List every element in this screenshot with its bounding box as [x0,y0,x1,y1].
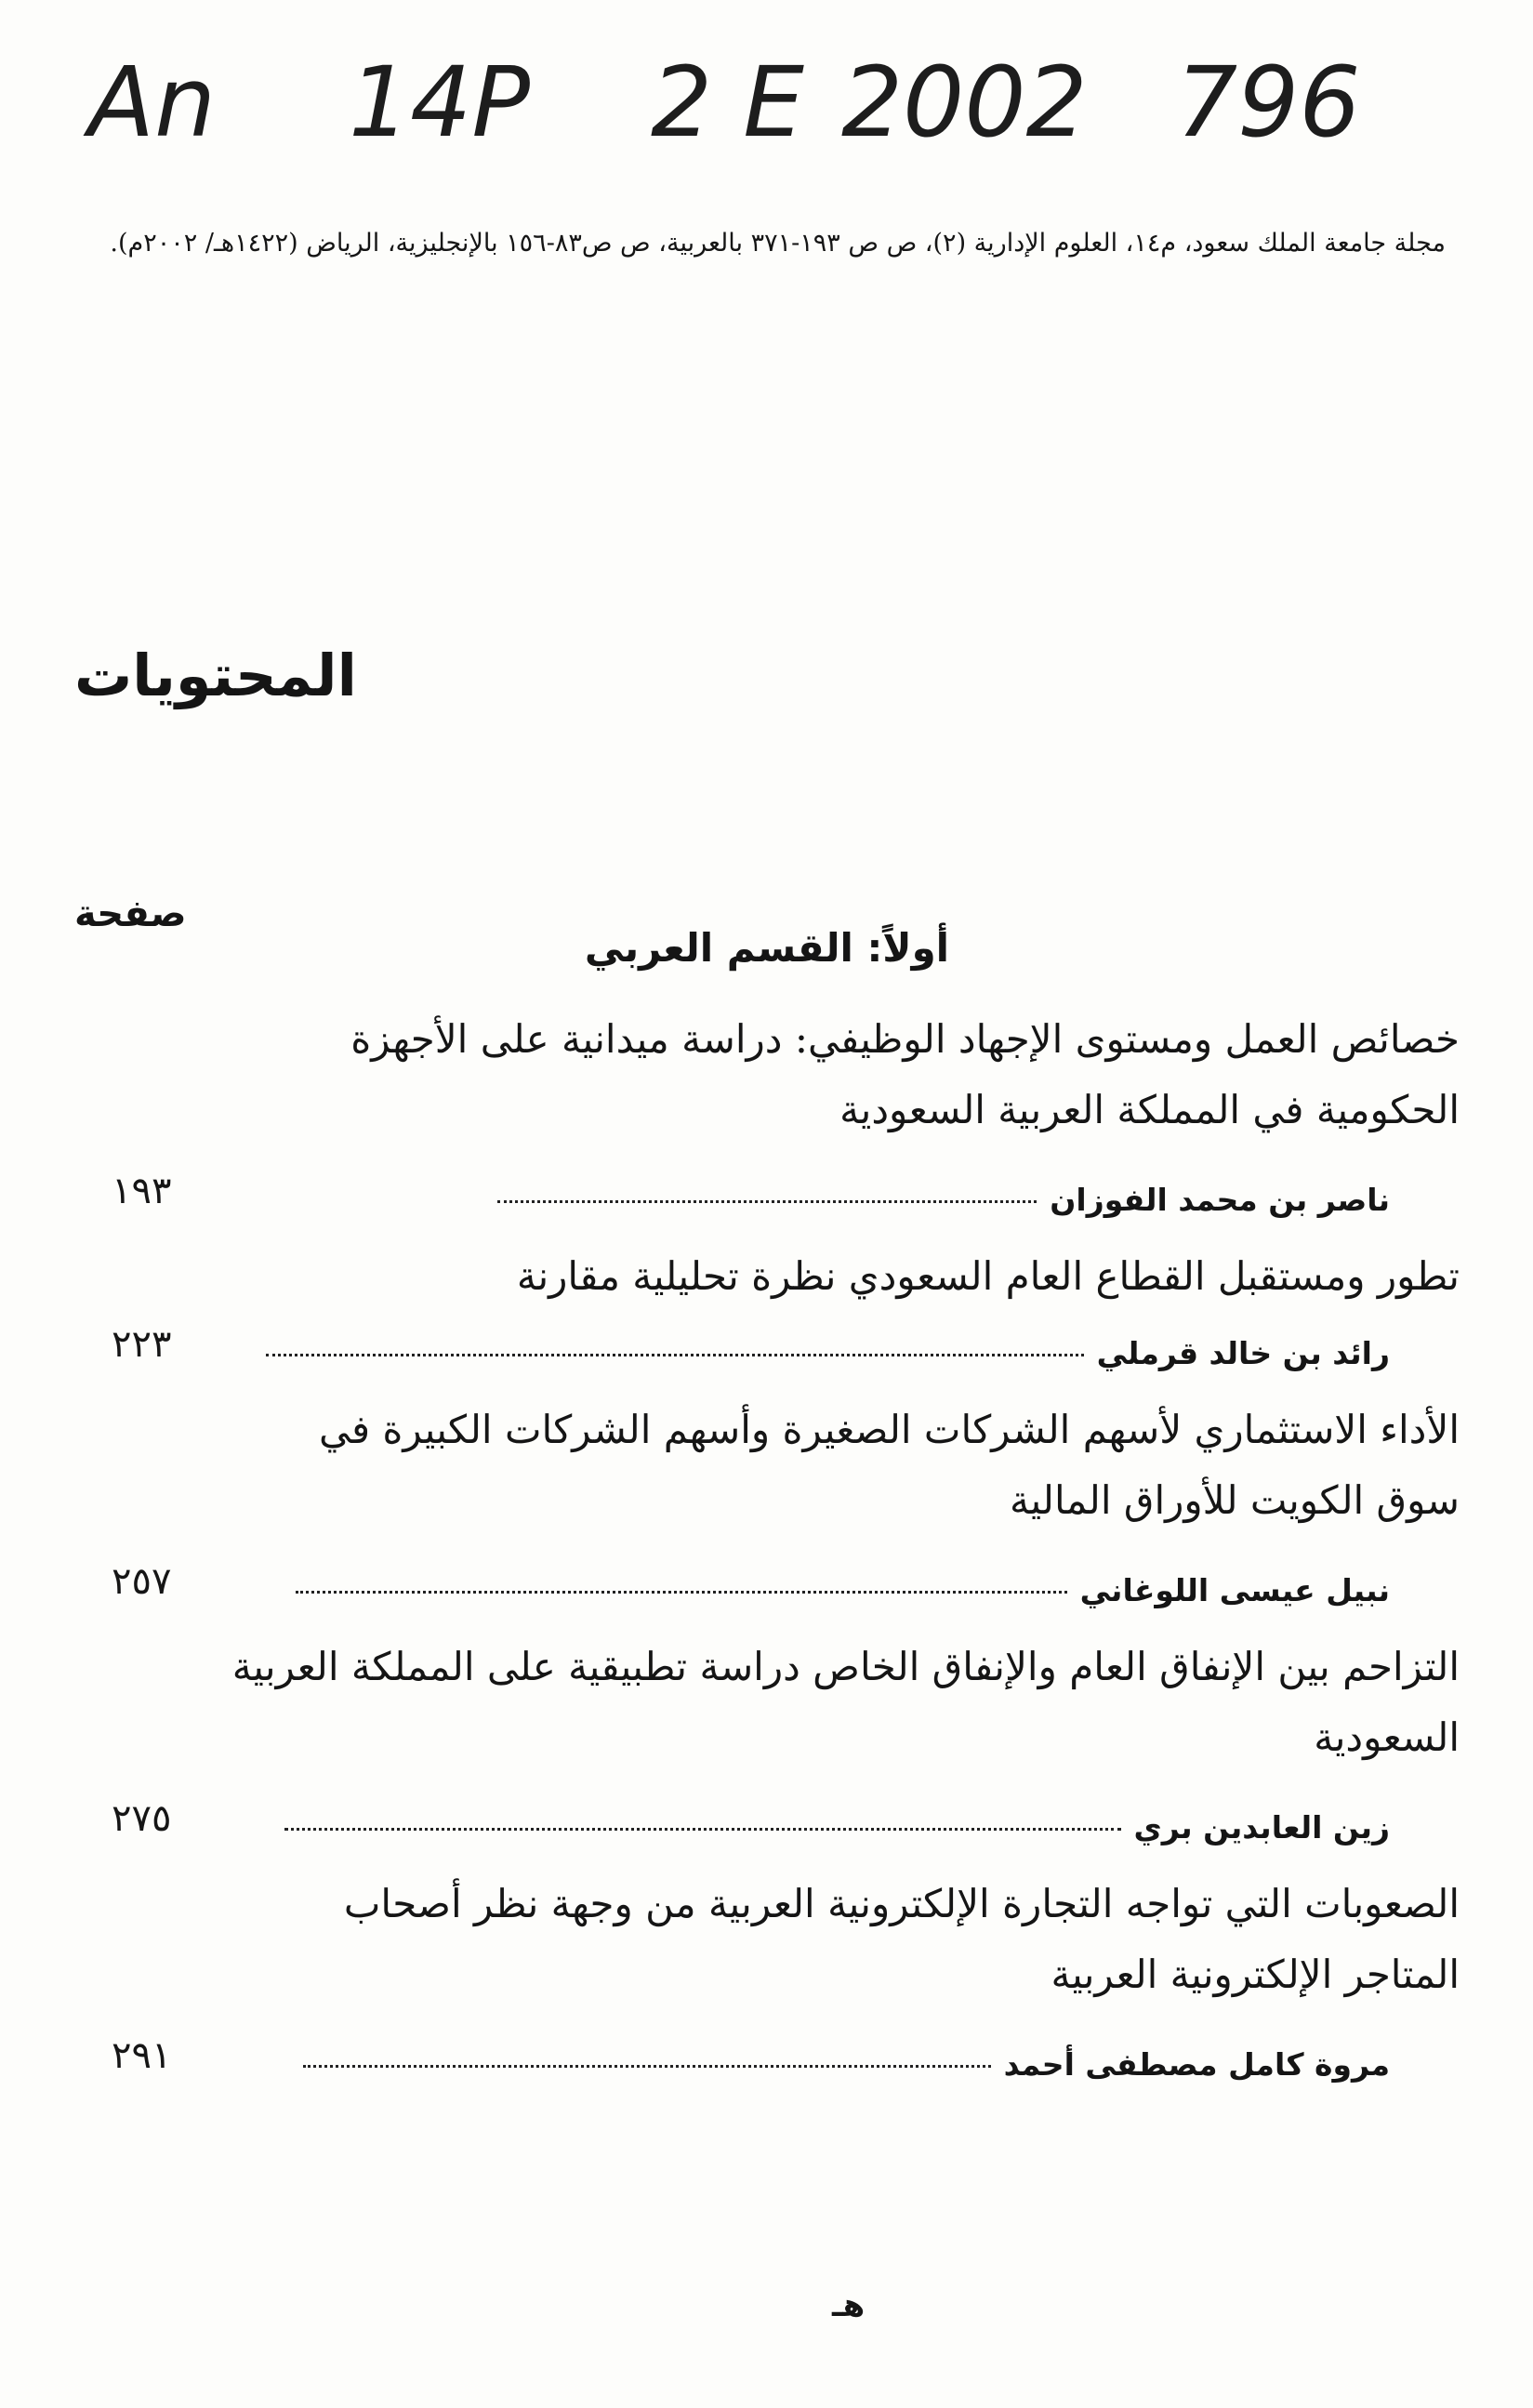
handwritten-code-part: 796 [1176,46,1361,159]
article-title-line: خصائص العمل ومستوى الإجهاد الوظيفي: دراسة ميدانية على الأجهزة [350,1016,1460,1062]
article-title-line: سوق الكويت للأوراق المالية [1009,1477,1460,1523]
toc-entry-row [112,1790,1390,1846]
dot-leader [303,2065,991,2068]
author-name: مروة كامل مصطفى أحمد [1003,2046,1390,2083]
author-name: رائد بن خالد قرملي [1096,1335,1390,1371]
article-title [214,1869,1460,2010]
article-title [214,1004,1460,1145]
handwritten-code-part: 2 E [651,46,804,159]
section-heading: أولاً: القسم العربي [584,925,950,971]
page-title: المحتويات [74,642,357,709]
author-name: زين العابدين بري [1133,1809,1390,1846]
article-title-line: تطور ومستقبل القطاع العام السعودي نظرة تحليلية مقارنة [516,1253,1460,1299]
handwritten-code-part: 14P [349,46,531,159]
article-title [214,1241,1460,1312]
page-marker: هـ [832,2287,866,2324]
toc-entry-row [112,2027,1390,2083]
article-title [214,1395,1460,1536]
author-name: نبيل عيسى اللوغاني [1079,1572,1390,1608]
article-title-line: المتاجر الإلكترونية العربية [1051,1952,1460,1997]
page-number: ٢٧٥ [112,1797,172,1840]
toc-entry-row [112,1162,1390,1218]
dot-leader [296,1591,1067,1594]
journal-citation: مجلة جامعة الملك سعود، م١٤، العلوم الإدارية (٢)، ص ص ١٩٣-٣٧١ بالعربية، ص ص٨٣-١٥٦ بالإنجليزية، الرياض (١٤٢٢هـ/ ٢٠٠٢م). [110,229,1446,258]
article-title-line: الحكومية في المملكة العربية السعودية [839,1087,1460,1132]
page-number: ١٩٣ [112,1170,172,1212]
page-column-label: صفحة [74,893,187,935]
article-title-line: الأداء الاستثماري لأسهم الشركات الصغيرة وأسهم الشركات الكبيرة في [318,1407,1460,1452]
article-title-line: التزاحم بين الإنفاق العام والإنفاق الخاص دراسة تطبيقية على المملكة العربية [231,1644,1460,1689]
article-title [214,1632,1460,1773]
dot-leader [497,1200,1037,1203]
article-title-line: السعودية [1314,1714,1460,1760]
dot-leader [284,1828,1121,1831]
page-number: ٢٥٧ [112,1560,172,1603]
toc-entry-row [112,1316,1390,1371]
article-title-line: الصعوبات التي تواجه التجارة الإلكترونية العربية من وجهة نظر أصحاب [343,1881,1460,1926]
handwritten-code-part: An [88,46,217,159]
page-number: ٢٩١ [112,2034,172,2077]
page-number: ٢٢٣ [112,1323,172,1366]
author-name: ناصر بن محمد الفوزان [1050,1182,1390,1218]
toc-entry-row [112,1553,1390,1608]
handwritten-code-part: 2002 [841,46,1088,159]
dot-leader [266,1354,1084,1356]
